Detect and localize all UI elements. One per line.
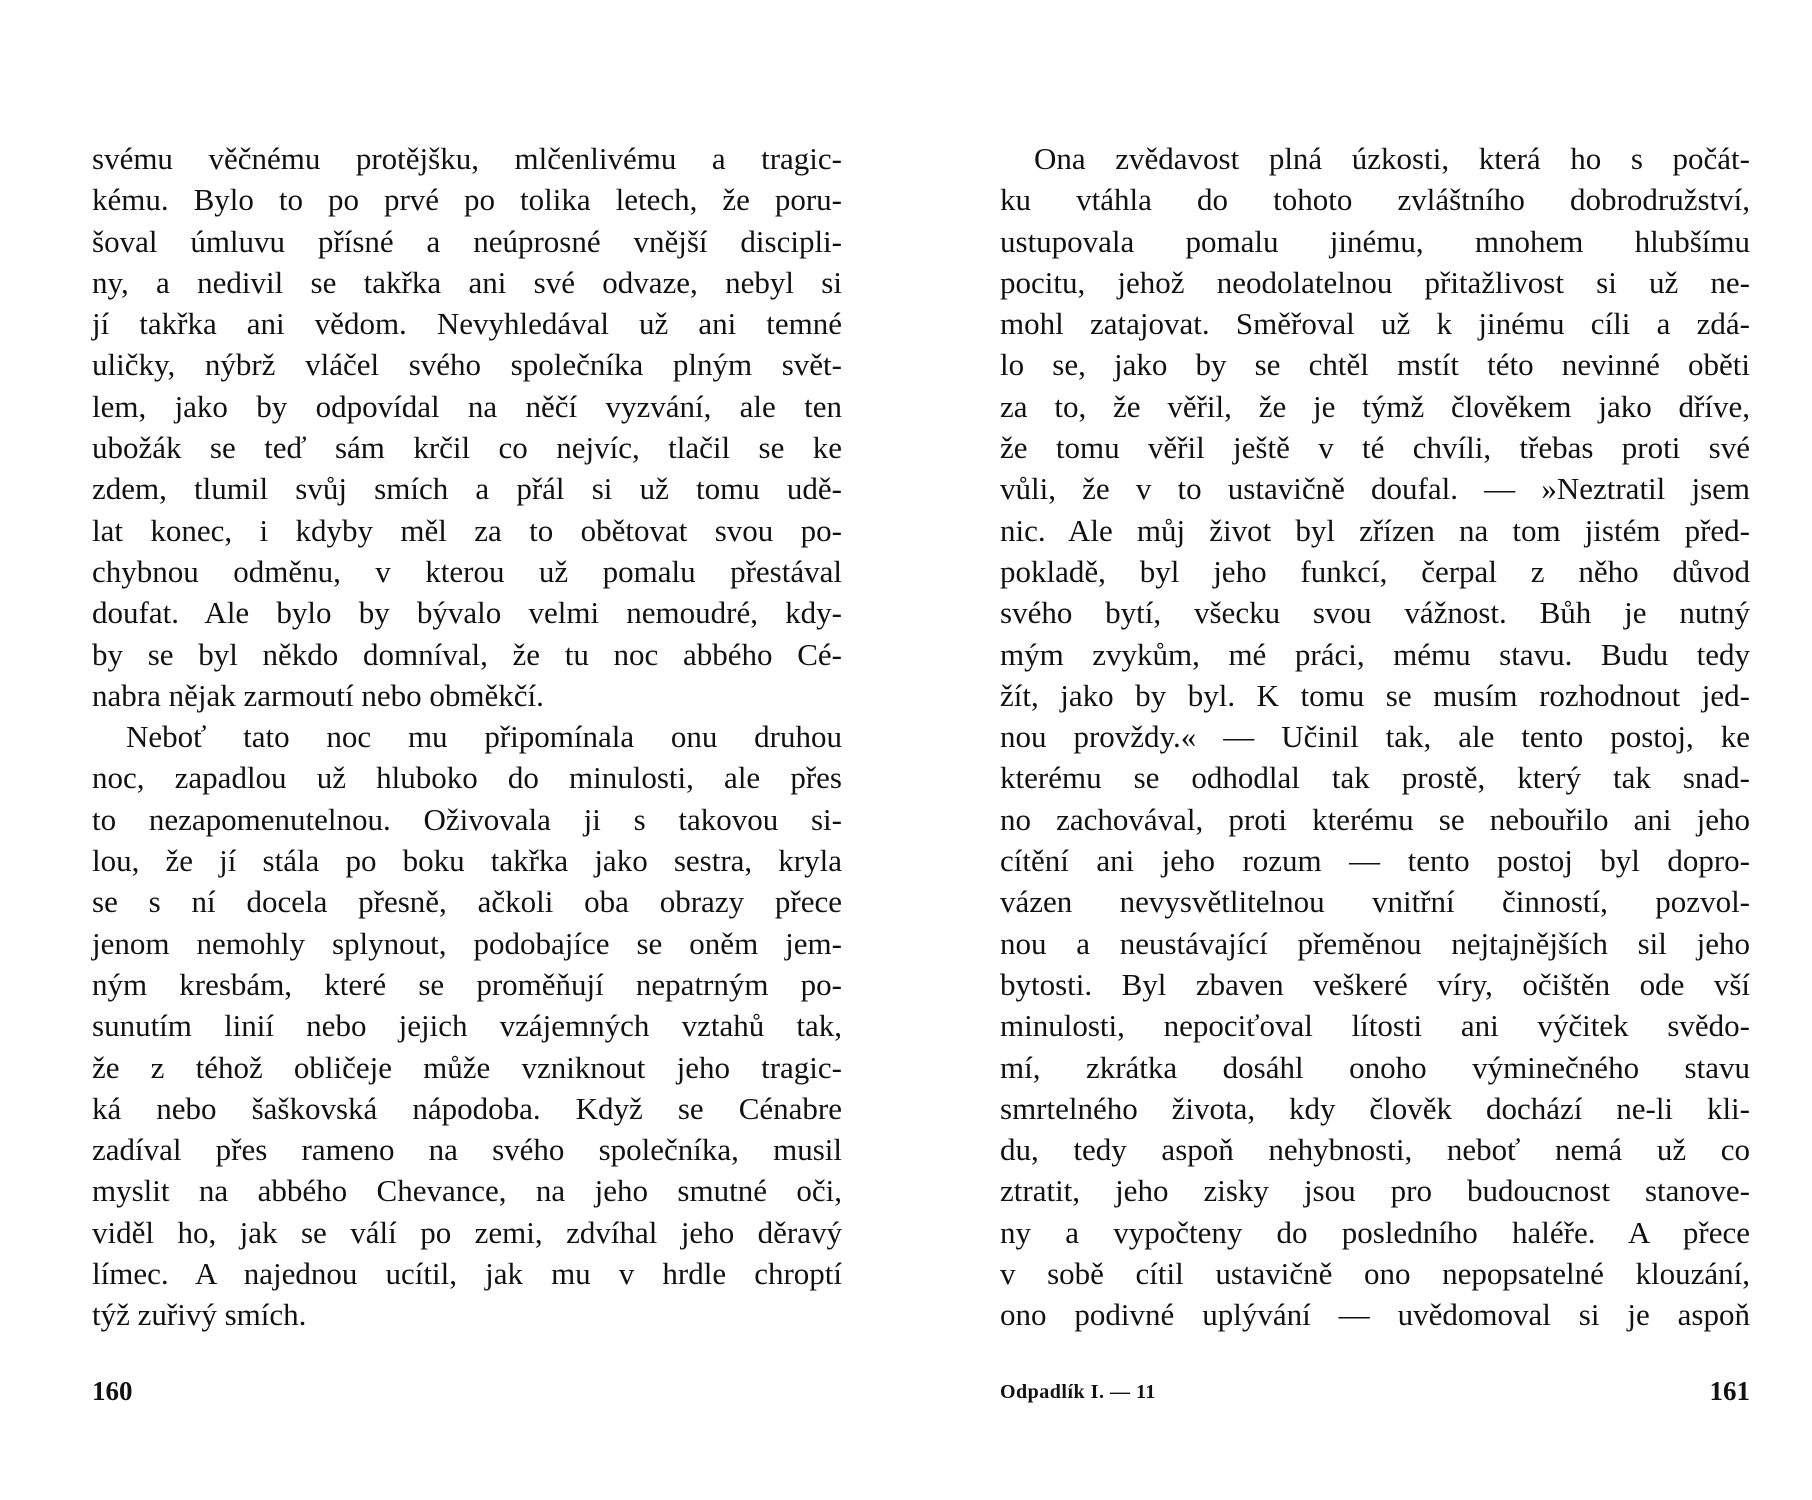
text-line: kému. Bylo to po prvé po tolika letech, že poru-: [92, 182, 842, 218]
right-page: [1000, 0, 1750, 1500]
text-line: myslit na abbého Chevance, na jeho smutné oči,: [92, 1173, 842, 1209]
text-line: pocitu, jehož neodolatelnou přitažlivost si už ne-: [1000, 264, 1750, 300]
text-line: ny a vypočteny do posledního haléře. A přece: [1000, 1214, 1750, 1250]
text-line: mohl zatajovat. Směřoval už k jinému cíli a zdá-: [1000, 306, 1750, 342]
text-line: chybnou odměnu, v kterou už pomalu přestával: [92, 553, 842, 589]
text-line: lat konec, i kdyby měl za to obětovat svou po-: [92, 512, 842, 548]
text-line: pokladě, byl jeho funkcí, čerpal z něho důvod: [1000, 553, 1750, 589]
text-line: uličky, nýbrž vláčel svého společníka plným svět-: [92, 347, 842, 383]
text-line: nou provždy.« — Učinil tak, ale tento postoj, ke: [1000, 719, 1750, 755]
text-line: ono podivné uplývání — uvědomoval si je aspoň: [1000, 1297, 1750, 1333]
text-line: Ona zvědavost plná úzkosti, která ho s počát-: [1034, 141, 1750, 176]
text-line: noc, zapadlou už hluboko do minulosti, ale přes: [92, 760, 842, 796]
paragraph: [1000, 138, 1750, 1336]
text-line: zdem, tlumil svůj smích a přál si už tomu udě-: [92, 471, 842, 507]
text-line: svého bytí, všecku svou vážnost. Bůh je nutný: [1000, 595, 1750, 631]
right-page-text: [1000, 138, 1750, 1336]
text-line: jí takřka ani vědom. Nevyhledával už ani temné: [92, 306, 842, 342]
text-line: zadíval přes rameno na svého společníka, musil: [92, 1132, 842, 1168]
text-line: no zachovával, proti kterému se nebouřilo ani jeho: [1000, 801, 1750, 837]
page-number: 161: [1709, 1376, 1750, 1406]
text-line: cítění ani jeho rozum — tento postoj byl dopro-: [1000, 843, 1750, 879]
text-line: že z téhož obličeje může vzniknout jeho tragic-: [92, 1049, 842, 1085]
text-line: vázen nevysvětlitelnou vnitřní činností, pozvol-: [1000, 884, 1750, 920]
page-number: 160: [92, 1376, 133, 1406]
text-line: kterému se odhodlal tak prostě, který tak snad-: [1000, 760, 1750, 796]
text-line: jenom nemohly splynout, podobajíce se oněm jem-: [92, 925, 842, 961]
text-line: minulosti, nepociťoval lítosti ani výčitek svědo-: [1000, 1008, 1750, 1044]
text-line: sunutím linií nebo jejich vzájemných vztahů tak,: [92, 1008, 842, 1044]
text-line: šoval úmluvu přísné a neúprosné vnější discipli-: [92, 223, 842, 259]
left-page: [92, 0, 842, 1500]
text-line: nou a neustávající přeměnou nejtajnějších sil jeho: [1000, 925, 1750, 961]
text-line: vůli, že v to ustavičně doufal. — »Neztratil jsem: [1000, 471, 1750, 507]
text-line: že tomu věřil ještě v té chvíli, třebas proti své: [1000, 430, 1750, 466]
text-line: nabra nějak zarmoutí nebo obměkčí.: [92, 677, 544, 713]
text-line: Neboť tato noc mu připomínala onu druhou: [126, 719, 842, 755]
text-line: límec. A najednou ucítil, jak mu v hrdle chroptí: [92, 1256, 842, 1292]
text-line: za to, že věřil, že je týmž člověkem jako dříve,: [1000, 388, 1750, 424]
left-page-text: [92, 138, 842, 1336]
text-line: ztratit, jeho zisky jsou pro budoucnost stanove-: [1000, 1173, 1750, 1209]
text-line: nic. Ale můj život byl zřízen na tom jistém před-: [1000, 512, 1750, 548]
text-line: by se byl někdo domníval, že tu noc abbého Cé-: [92, 636, 842, 672]
text-line: to nezapomenutelnou. Oživovala ji s takovou si-: [92, 801, 842, 837]
text-line: se s ní docela přesně, ačkoli oba obrazy přece: [92, 884, 842, 920]
text-line: ká nebo šaškovská nápodoba. Když se Cénabre: [92, 1090, 842, 1126]
text-line: lem, jako by odpovídal na něčí vyzvání, ale ten: [92, 388, 842, 424]
text-line: mým zvykům, mé práci, mému stavu. Budu tedy: [1000, 636, 1750, 672]
text-line: ny, a nedivil se takřka ani své odvaze, nebyl si: [92, 264, 842, 300]
text-line: viděl ho, jak se válí po zemi, zdvíhal jeho děravý: [92, 1214, 842, 1250]
text-line: lo se, jako by se chtěl mstít této nevinné oběti: [1000, 347, 1750, 383]
printer-signature: Odpadlík I. — 11: [1000, 1381, 1156, 1403]
text-line: v sobě cítil ustavičně ono nepopsatelné klouzání,: [1000, 1256, 1750, 1292]
text-line: smrtelného života, kdy člověk dochází ne-li kli-: [1000, 1090, 1750, 1126]
text-line: ubožák se teď sám krčil co nejvíc, tlačil se ke: [92, 430, 842, 466]
paragraph: [92, 716, 842, 1335]
text-line: du, tedy aspoň nehybnosti, neboť nemá už co: [1000, 1132, 1750, 1168]
text-line: svému věčnému protějšku, mlčenlivému a tragic-: [92, 141, 842, 176]
text-line: žít, jako by byl. K tomu se musím rozhodnout jed-: [1000, 677, 1750, 713]
text-line: týž zuřivý smích.: [92, 1297, 307, 1333]
text-line: ku vtáhla do tohoto zvláštního dobrodružství,: [1000, 182, 1750, 218]
text-line: lou, že jí stála po boku takřka jako sestra, kryla: [92, 843, 842, 879]
paragraph: [92, 138, 842, 716]
text-line: ustupovala pomalu jinému, mnohem hlubšímu: [1000, 223, 1750, 259]
text-line: doufat. Ale bylo by bývalo velmi nemoudré, kdy-: [92, 595, 842, 631]
text-line: ným kresbám, které se proměňují nepatrným po-: [92, 966, 842, 1002]
text-line: bytosti. Byl zbaven veškeré víry, očištěn ode vší: [1000, 966, 1750, 1002]
text-line: mí, zkrátka dosáhl onoho výminečného stavu: [1000, 1049, 1750, 1085]
